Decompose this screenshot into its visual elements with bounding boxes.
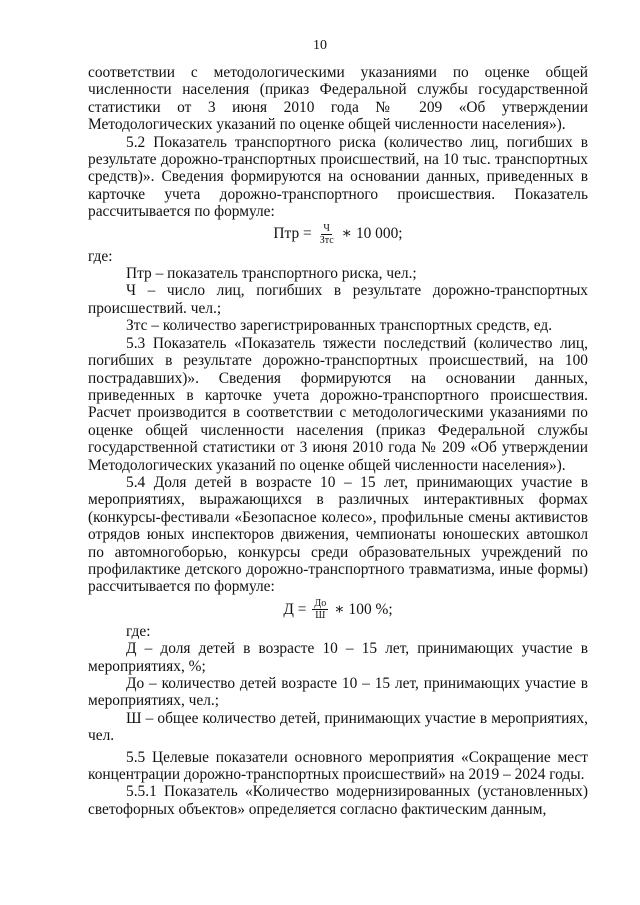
paragraph-5-2: 5.2 Показатель транспортного риска (количество лиц, погибших в результате дорожно-транспортных происшествий, на 10 тыс. транспортных средств)». Сведения формируются на основании данных, приведенных в карточке учета дорожно-транспортного происшествия. Показатель рассчитывается по формуле: [88, 133, 588, 221]
definition-zts: Зтс – количество зарегистрированных транспортных средств, ед. [126, 317, 553, 335]
page-number: 10 [313, 38, 327, 53]
formula-numerator: До [314, 597, 327, 609]
formula-numerator: Ч [323, 222, 330, 234]
where-label: где: [88, 247, 113, 265]
where-label: где: [126, 622, 151, 640]
definition-ptr: Птр – показатель транспортного риска, чел.; [126, 265, 417, 283]
formula-rhs: ∗ 10 000; [341, 225, 403, 243]
paragraph-5-4: 5.4 Доля детей в возрасте 10 – 15 лет, принимающих участие в мероприятиях, выражающихся в различных интерактивных формах (конкурсы-фестивали «Безопасное колесо», профильные смены активистов отрядов юных инспекторов движения, чемпионаты юношеских автошкол по автомногоборью, конкурсы среди образовательных учреждений по профилактике детского дорожно-транспортного травматизма, иные формы) рассчитывается по формуле: [88, 473, 588, 596]
definition-ch: Ч – число лиц, погибших в результате дорожно-транспортных происшествий. чел.; [88, 282, 588, 317]
paragraph-continuation: соответствии с методологическими указаниями по оценке общей численности населения (приказ Федеральной службы государственной статистики от 3 июня 2010 года № 209 «Об утверждении Методологических указаний по оценке общей численности населения»). [88, 64, 588, 134]
formula-transport-risk [88, 221, 588, 248]
document-body [88, 64, 588, 818]
paragraph-5-5-1: 5.5.1 Показатель «Количество модернизированных (установленных) светофорных объектов» определяется согласно фактическим данным, [88, 783, 588, 818]
formula-fraction [312, 598, 328, 621]
formula-rhs: ∗ 100 %; [334, 600, 393, 618]
formula-denominator: Ш [315, 609, 326, 621]
paragraph-5-3: 5.3 Показатель «Показатель тяжести последствий (количество лиц, погибших в результате дорожно-транспортных происшествий, на 100 пострадавших)». Сведения формируются на основании данных, приведенных в карточке учета дорожно-транспортного происшествия. Расчет производится в соответствии с методологическими указаниями по оценке общей численности населения (приказ Федеральной службы государственной статистики от 3 июня 2010 года № 209 «Об утверждении Методологических указаний по оценке общей численности населения»). [88, 334, 588, 474]
paragraph-5-5: 5.5 Целевые показатели основного мероприятия «Сокращение мест концентрации дорожно-транспортных происшествий» на 2019 – 2024 годы. [88, 748, 588, 784]
formula-lhs: Д = [283, 600, 307, 618]
formula-lhs: Птр = [273, 225, 312, 243]
formula-denominator: Зтс [319, 234, 334, 246]
formula-fraction [318, 223, 336, 246]
formula-children-share [88, 596, 588, 623]
definition-d: Д – доля детей в возрасте 10 – 15 лет, принимающих участие в мероприятиях, %; [88, 640, 588, 675]
definition-do: До – количество детей возрасте 10 – 15 лет, принимающих участие в мероприятиях, чел.; [88, 675, 588, 710]
definition-sh: Ш – общее количество детей, принимающих участие в мероприятиях, чел. [88, 709, 588, 745]
